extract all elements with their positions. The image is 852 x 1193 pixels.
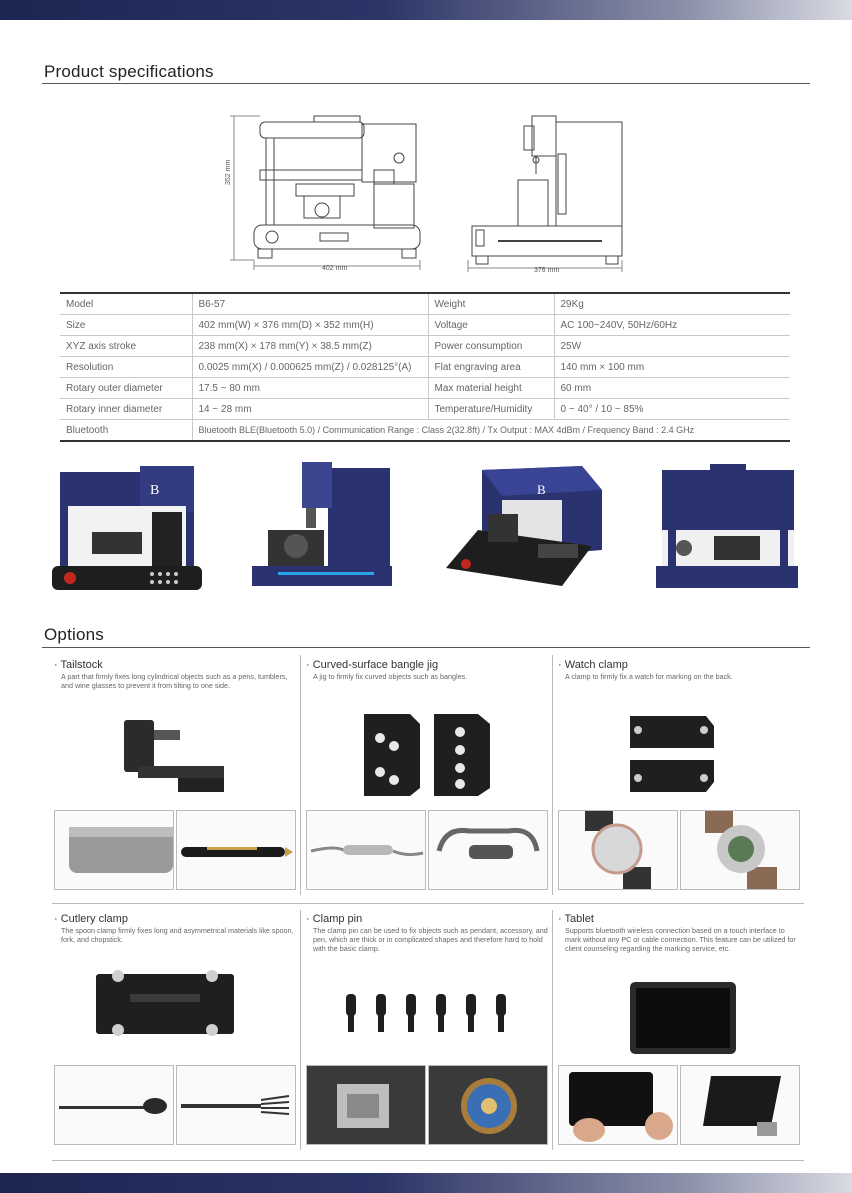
svg-text:B: B: [537, 482, 546, 497]
option-title: · Tablet: [558, 913, 594, 925]
options-section-title: Options: [44, 625, 104, 644]
svg-text:B: B: [150, 483, 160, 498]
specs-title-rule: [42, 83, 810, 84]
option-description: The spoon clamp firmly fixes long and asymmetrical materials like spoon, fork, and chopstick.: [61, 926, 294, 944]
spec-value: 17.5 ~ 80 mm: [192, 378, 428, 399]
spec-value: 0.0025 mm(X) / 0.000625 mm(Z) / 0.028125°(A): [192, 357, 428, 378]
option-tablet: [556, 913, 802, 953]
spec-label: Weight: [428, 293, 554, 315]
spec-row: [60, 378, 790, 399]
spec-value: 29Kg: [554, 293, 790, 315]
bangle-photo-2: [428, 810, 548, 890]
spec-label: Max material height: [428, 378, 554, 399]
options-divider: [300, 910, 301, 1150]
options-divider: [552, 910, 553, 1150]
spec-value: 238 mm(X) × 178 mm(Y) × 38.5 mm(Z): [192, 336, 428, 357]
options-divider: [300, 655, 301, 895]
spec-label: Rotary inner diameter: [60, 399, 192, 420]
cutlery-clamp-image: [90, 966, 240, 1040]
watch-photo-2: [680, 810, 800, 890]
bangle-jig-image: [358, 708, 494, 800]
spec-label: Voltage: [428, 315, 554, 336]
machine-photo-side: [248, 458, 396, 592]
tablet-image: [628, 980, 738, 1056]
option-watch-clamp: [556, 659, 802, 681]
spec-label: Bluetooth: [60, 420, 192, 442]
options-divider: [52, 1160, 804, 1161]
specs-section-title: Product specifications: [44, 62, 214, 81]
spec-value: 14 ~ 28 mm: [192, 399, 428, 420]
machine-photo-front: [52, 462, 202, 592]
option-title: · Watch clamp: [558, 659, 628, 671]
spec-value: 60 mm: [554, 378, 790, 399]
spec-value: Bluetooth BLE(Bluetooth 5.0) / Communication Range : Class 2(32.8ft) / Tx Output : MAX 4dBm / Frequency Band : 2.4 GHz: [192, 420, 790, 442]
spec-label: Power consumption: [428, 336, 554, 357]
option-description: The clamp pin can be used to fix objects such as pendant, accessory, and pen, which are thick or in complicated shapes and therefore hard to hold with the basic clamp.: [313, 926, 548, 953]
cutlery-photo-spoon: [54, 1065, 174, 1145]
spec-label: Model: [60, 293, 192, 315]
tailstock-image: [118, 714, 228, 796]
options-divider: [552, 655, 553, 895]
tailstock-photo-tumbler: [54, 810, 174, 890]
spec-label: Resolution: [60, 357, 192, 378]
tailstock-photo-pen: [176, 810, 296, 890]
spec-row: [60, 420, 790, 442]
option-tailstock: [52, 659, 298, 690]
clamp-pins-image: [340, 990, 520, 1038]
spec-row: [60, 293, 790, 315]
top-banner: [0, 0, 852, 20]
spec-value: 25W: [554, 336, 790, 357]
cutlery-photo-fork: [176, 1065, 296, 1145]
spec-table: [60, 292, 790, 442]
option-bangle-jig: [304, 659, 550, 681]
spec-row: [60, 336, 790, 357]
spec-label: XYZ axis stroke: [60, 336, 192, 357]
clamp-pin-photo-2: [428, 1065, 548, 1145]
option-title: · Clamp pin: [306, 913, 363, 925]
bangle-photo-1: [306, 810, 426, 890]
option-title: · Cutlery clamp: [54, 913, 128, 925]
tablet-photo-hands: [558, 1065, 678, 1145]
spec-label: Rotary outer diameter: [60, 378, 192, 399]
side-depth-dim: 376 mm: [534, 267, 560, 274]
options-title-rule: [42, 647, 810, 648]
spec-row: [60, 357, 790, 378]
front-width-dim: 402 mm: [322, 265, 348, 272]
spec-label: Flat engraving area: [428, 357, 554, 378]
spec-value: 402 mm(W) × 376 mm(D) × 352 mm(H): [192, 315, 428, 336]
watch-clamp-image: [626, 712, 716, 796]
watch-photo-1: [558, 810, 678, 890]
spec-row: [60, 315, 790, 336]
option-description: A jig to firmly fix curved objects such as bangles.: [313, 672, 468, 681]
option-description: A clamp to firmly fix a watch for marking on the back.: [565, 672, 733, 681]
machine-photo-angled: [442, 460, 604, 598]
bottom-banner: [0, 1173, 852, 1193]
option-description: Supports bluetooth wireless connection based on a touch interface to mark without any PC or cable connection. This feature can be utilized for client counseling regarding the marking service, etc.: [565, 926, 796, 953]
front-view-drawing: [224, 110, 424, 275]
spec-value: 0 ~ 40° / 10 ~ 85%: [554, 399, 790, 420]
option-cutlery-clamp: [52, 913, 298, 944]
options-divider: [52, 903, 804, 904]
spec-value: 140 mm × 100 mm: [554, 357, 790, 378]
machine-photo-back: [654, 460, 800, 590]
spec-label: Temperature/Humidity: [428, 399, 554, 420]
option-clamp-pin: [304, 913, 550, 953]
spec-label: Size: [60, 315, 192, 336]
option-description: A part that firmly fixes long cylindrical objects such as a pens, tumblers, and wine glasses to prevent it from tilting to one side.: [61, 672, 288, 690]
spec-value: AC 100~240V, 50Hz/60Hz: [554, 315, 790, 336]
option-title: · Tailstock: [54, 659, 103, 671]
clamp-pin-photo-1: [306, 1065, 426, 1145]
spec-value: B6-57: [192, 293, 428, 315]
option-title: · Curved-surface bangle jig: [306, 659, 439, 671]
side-view-drawing: [462, 110, 632, 275]
front-height-dim: 352 mm: [225, 159, 232, 185]
tablet-photo-stand: [680, 1065, 800, 1145]
spec-row: [60, 399, 790, 420]
